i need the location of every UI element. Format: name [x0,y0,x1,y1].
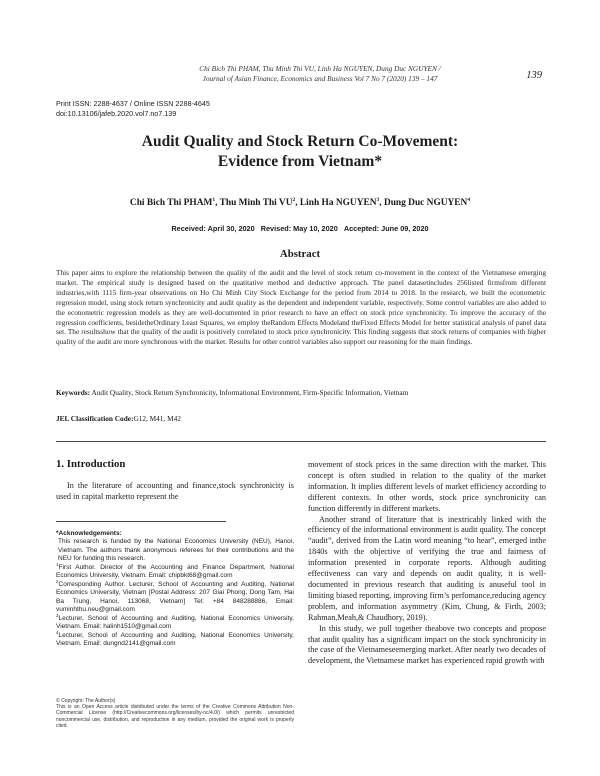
intro-paragraph: In this study, we pull together theabove two concepts and propose that audit quality has a significant impact on the stock synchronicity in the case of the Vietnameseemerging market. After nearly two decades of development, the Vietnamese market has experienced rapid growth with [308,623,546,666]
footnote-2 [56,578,294,614]
paper-title-line1: Audit Quality and Stock Return Co-Movement: [141,133,459,150]
footnote-mark: 3 [56,612,59,618]
submission-dates [60,224,540,233]
author-name: Chi Bich Thi PHAM [129,198,213,208]
introduction-heading: 1. Introduction [56,458,126,470]
accepted-date: Accepted: June 09, 2020 [343,224,429,233]
keywords-label: Keywords: [56,388,91,397]
received-date: Received: April 30, 2020 [171,224,255,233]
author-mark: 1 [212,196,216,203]
issn-block [56,99,210,119]
author-separator: , [379,198,384,208]
page-number: 139 [526,70,542,81]
author-separator: , [295,198,300,208]
running-head [140,64,500,84]
doi-line: doi:10.13106/jafeb.2020.vol7.no7.139 [56,109,177,118]
right-column-text [308,460,546,667]
jel-codes: G12, M41, M42 [133,414,181,423]
copyright-text: This is an Open Access article distributed under the terms of the Creative Commons Attribution Non-Commercial License (http://Creativecommons.org/licenses/by-nc/4.0/) which permits unrestricted noncommercial use, distribution, and reproduction in any medium, provided the original work is properly cited. [56,704,294,729]
footnote-mark: 1 [56,561,59,567]
keywords-line [56,388,546,398]
footnote-mark: 4 [56,629,59,635]
author-mark: 3 [376,196,380,203]
footnote-text: First Author. Director of the Accounting and Finance Department, National Economics University, Vietnam. Email: chipbkt68@gmail.com [56,563,294,580]
author-list [60,197,540,209]
keywords-text: Audit Quality, Stock Return Synchronicity, Informational Environment, Firm-Specific Information, Vietnam [91,388,409,397]
footnote-3 [56,612,294,632]
revised-date: Revised: May 10, 2020 [260,224,338,233]
acknowledgements-heading: *Acknowledgements: [56,530,122,537]
author-separator: , [215,198,220,208]
section-divider [56,441,546,442]
left-column-text [56,481,294,503]
footnote-divider [56,521,226,522]
author-mark: 4 [467,196,471,203]
jel-line [56,414,546,424]
jel-label: JEL Classification Code: [56,414,134,423]
intro-paragraph: movement of stock prices in the same direction with the market. This concept is often studied in relation to the quality of the market information. It implies different levels of market efficiency according to different contexts. In other words, stock price synchronicity can function differently in different markets. [308,460,546,513]
intro-paragraph: In the literature of accounting and finance,stock synchronicity is used in capital marketto represent the [56,481,294,501]
copyright-notice [56,698,294,729]
footnote-4 [56,629,294,649]
abstract-text: This paper aims to explore the relationship between the quality of the audit and the level of stock return co-movement in the context of the Vietnamese emerging market. The empirical study is designed based on the quatitative method and deductive approach. The panel datasetincludes 256listed firmsfrom different industries,with 1115 firm-year observations on Ho Chi Minh City Stock Exchange for the period from 2014 to 2018. In the research, we built the econometric regression model, using stock return synchronicity and audit quality as the dependent and independent variable, respectively. Some control variables are also added to the econometric regression models as they are well-documented in prior research to have an effect on stock price synchronicity. To improve the accuracy of the regression coefficients, besidetheOrdinary Least Squares, we employ theRandom Effects Modeland theFixed Effects Model for better statistical analysis of panel data set. The resultsshow that the quality of the audit is positively correlated to stock price synchronicity. This finding suggests that stock returns of companies with higher quality of the audit are more synchronous with the market. Results for other control variables also support our reasoning for the main findings. [56,268,546,347]
paper-title [60,132,540,172]
author-mark: 2 [292,196,296,203]
footnotes [56,530,294,649]
copyright-heading: © Copyright: The Author(s) [56,698,116,704]
author-name: Thu Minh Thi VU [219,198,293,208]
footnote-text: Lecturer, School of Accounting and Auditing, National Economics University, Vietnam. Email: dungnd2141@gmail.com [56,631,294,648]
footnote-text: Corresponding Author. Lecturer, School of Accounting and Auditing, National Economics University, Vietnam [Postal Address: 207 Giai Phong, Dong Tam, Hai Ba Trung, Hanoi, 113068, Vietnam] Tel: +84 848288886, Email: vuminhthu.neu@gmail.com [56,580,294,613]
acknowledgements-text: This research is funded by the National Economics University (NEU), Hanoi, Vietnam. The authors thank anonymous referees for their contributions and the NEU for funding this research. [58,538,294,562]
paper-title-line2: Evidence from Vietnam* [217,153,383,170]
author-name: Dung Duc NGUYEN [383,198,468,208]
abstract-heading: Abstract [279,248,321,260]
footnote-mark: 2 [56,578,59,584]
intro-paragraph: Another strand of literature that is inextricably linked with the efficiency of the informational environment is audit quality. The concept “audit”, derived from the Latin word meaning “to hear”, emerged inthe 1840s with the objective of verifying the true and fairness of information presented in corporate reports. Although auditing effectiveness can vary and depends on audit quality, it is well-documented in previous research that auditing is anuseful tool in limiting biased reporting, improving firm’s perfomance,reducing agency problem, and information asymmetry (Kim, Chung, & Firth, 2003; Rahman,Meah,& Chaudhory, 2019). [308,514,546,622]
running-head-authors: Chi Bich Thi PHAM, Thu Minh Thi VU, Linh Ha NGUYEN, Dung Duc NGUYEN / [199,64,441,73]
footnote-text: Lecturer, School of Accounting and Auditing, National Economics University, Vietnam. Email: halinh1510@gmail.com [56,614,294,631]
running-head-journal: Journal of Asian Finance, Economics and Business Vol 7 No 7 (2020) 139 – 147 [202,74,438,83]
issn-line: Print ISSN: 2288-4637 / Online ISSN 2288-4645 [56,99,210,108]
footnote-1 [56,561,294,581]
author-name: Linh Ha NGUYEN [299,198,377,208]
